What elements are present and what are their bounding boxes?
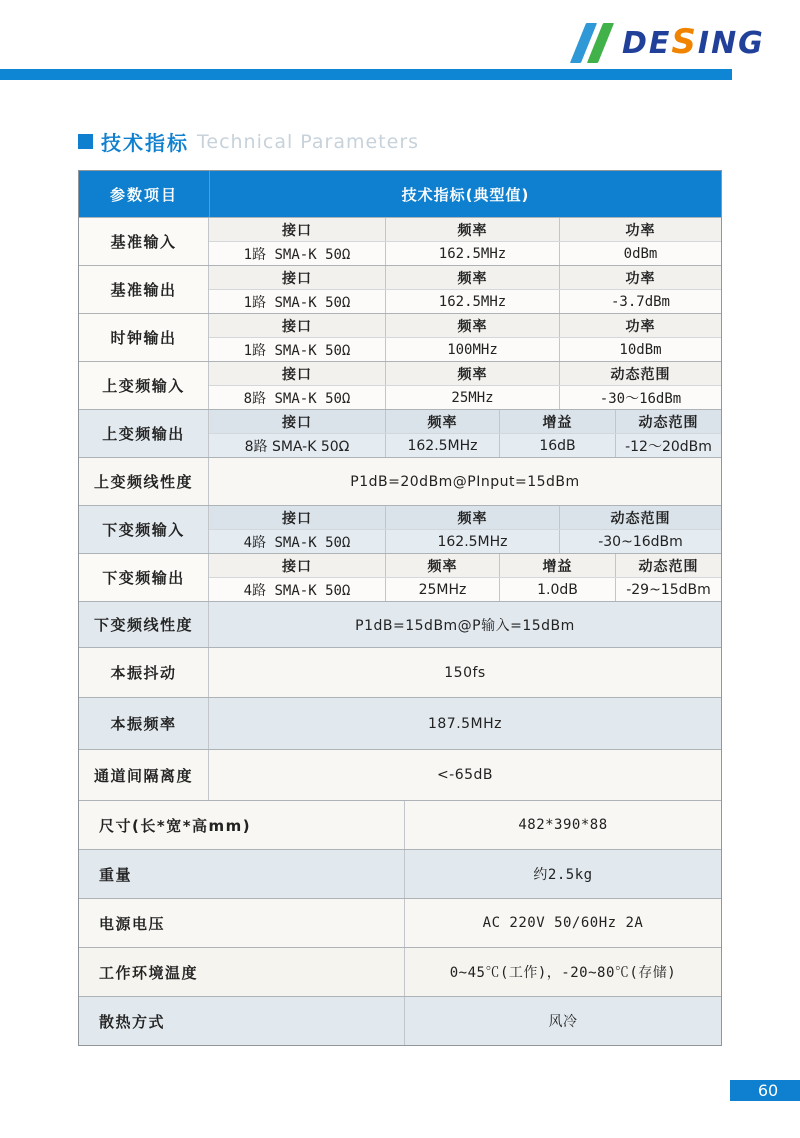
spec-value-cell: 8路 SMA-K 50Ω — [243, 390, 351, 407]
table-row — [79, 313, 721, 361]
spec-header-cell: 接口 — [282, 414, 312, 431]
param-cell: 本振抖动 — [79, 648, 209, 697]
spec-header-cell: 频率 — [385, 218, 559, 241]
header-rule-bar — [0, 69, 732, 80]
spec-value-row — [209, 241, 721, 265]
spec-value-cell: P1dB=20dBm@PInput=15dBm — [350, 473, 580, 490]
spec-value-cell: 8路 SMA-K 50Ω — [244, 438, 350, 455]
table-row — [79, 697, 721, 749]
param-cell: 电源电压 — [79, 899, 405, 947]
spec-value-cell: -30～16dBm — [559, 386, 721, 409]
spec-subheader-row — [209, 554, 721, 577]
spec-value-row — [209, 529, 721, 553]
spec-header-cell: 增益 — [499, 554, 615, 577]
spec-header-cell: 动态范围 — [559, 506, 721, 529]
spec-subheader-row — [209, 362, 721, 385]
spec-value-cell: 1.0dB — [499, 578, 615, 601]
spec-header-cell: 频率 — [385, 314, 559, 337]
param-cell: 下变频线性度 — [79, 602, 209, 647]
page-number-badge: 60 — [730, 1080, 800, 1101]
spec-value-row — [209, 337, 721, 361]
spec-value-cell: 16dB — [499, 434, 615, 457]
spec-header-cell: 频率 — [385, 362, 559, 385]
table-row — [79, 361, 721, 409]
spec-header-cell: 频率 — [385, 506, 559, 529]
spec-header-cell: 接口 — [282, 318, 312, 335]
spec-header-cell: 动态范围 — [615, 554, 721, 577]
spec-value-cell: -12～20dBm — [615, 434, 721, 457]
table-row — [79, 947, 721, 996]
spec-value-cell: 约2.5kg — [533, 867, 593, 883]
spec-value-cell: 162.5MHz — [385, 290, 559, 313]
param-cell: 通道间隔离度 — [79, 750, 209, 800]
spec-value-row — [209, 289, 721, 313]
spec-subheader-row — [209, 266, 721, 289]
spec-subheader-row — [209, 506, 721, 529]
brand-logo — [578, 22, 765, 64]
spec-header-cell: 频率 — [385, 266, 559, 289]
table-row — [79, 217, 721, 265]
spec-value-row — [209, 577, 721, 601]
param-cell: 时钟输出 — [79, 314, 209, 361]
param-cell: 上变频输出 — [79, 410, 209, 457]
spec-value-cell: 1路 SMA-K 50Ω — [243, 342, 351, 359]
spec-header-cell: 功率 — [559, 314, 721, 337]
spec-value-cell: 25MHz — [385, 578, 499, 601]
spec-header-cell: 接口 — [282, 366, 312, 383]
table-row — [79, 409, 721, 457]
param-cell: 上变频线性度 — [79, 458, 209, 505]
table-row — [79, 647, 721, 697]
spec-value-cell: 482*390*88 — [518, 817, 608, 833]
spec-value-cell: 187.5MHz — [427, 715, 503, 732]
spec-value-cell: -3.7dBm — [559, 290, 721, 313]
bullet-square-icon — [78, 134, 93, 149]
header-spec-cell: 技术指标(典型值) — [401, 185, 530, 204]
brand-name — [622, 22, 765, 64]
table-row — [79, 457, 721, 505]
param-cell: 下变频输出 — [79, 554, 209, 601]
spec-header-cell: 接口 — [282, 510, 312, 527]
param-cell: 重量 — [79, 850, 405, 898]
param-cell: 下变频输入 — [79, 506, 209, 553]
table-row — [79, 849, 721, 898]
spec-value-cell: 162.5MHz — [385, 530, 559, 553]
table-header-row — [79, 171, 721, 217]
spec-value-cell: -29~15dBm — [615, 578, 721, 601]
spec-value-cell: P1dB=15dBm@P输入=15dBm — [355, 617, 575, 634]
section-title-en: Technical Parameters — [197, 130, 420, 153]
spec-header-cell: 动态范围 — [559, 362, 721, 385]
spec-value-cell: <-65dB — [436, 767, 494, 783]
spec-value-cell: 150fs — [444, 664, 486, 681]
brand-s-glyph: S — [671, 22, 698, 62]
table-row — [79, 749, 721, 800]
spec-value-cell: 1路 SMA-K 50Ω — [243, 294, 351, 311]
spec-value-cell: 25MHz — [385, 386, 559, 409]
spec-header-cell: 增益 — [499, 410, 615, 433]
spec-value-cell: AC 220V 50/60Hz 2A — [482, 915, 644, 931]
section-title — [78, 127, 419, 156]
table-row — [79, 800, 721, 849]
spec-table — [78, 170, 722, 1046]
spec-value-row — [209, 433, 721, 457]
spec-value-cell: 0~45℃(工作)，-20~80℃(存储) — [449, 965, 677, 981]
spec-header-cell: 接口 — [282, 222, 312, 239]
table-row — [79, 553, 721, 601]
spec-header-cell: 频率 — [385, 410, 499, 433]
param-cell: 基准输出 — [79, 266, 209, 313]
spec-value-cell: 风冷 — [548, 1014, 578, 1030]
brand-prefix: DE — [622, 26, 672, 61]
spec-header-cell: 频率 — [385, 554, 499, 577]
table-row — [79, 601, 721, 647]
spec-value-cell: -30~16dBm — [559, 530, 721, 553]
spec-value-cell: 100MHz — [385, 338, 559, 361]
brand-suffix: ING — [697, 26, 765, 61]
spec-header-cell: 接口 — [282, 558, 312, 575]
spec-value-cell: 162.5MHz — [385, 242, 559, 265]
param-cell: 尺寸(长*宽*高mm) — [79, 801, 405, 849]
spec-value-cell: 4路 SMA-K 50Ω — [243, 582, 351, 599]
param-cell: 工作环境温度 — [79, 948, 405, 996]
spec-subheader-row — [209, 218, 721, 241]
param-cell: 本振频率 — [79, 698, 209, 749]
table-row — [79, 996, 721, 1045]
spec-header-cell: 功率 — [559, 266, 721, 289]
spec-value-row — [209, 385, 721, 409]
spec-value-cell: 4路 SMA-K 50Ω — [243, 534, 351, 551]
table-row — [79, 898, 721, 947]
spec-header-cell: 接口 — [282, 270, 312, 287]
spec-value-cell: 0dBm — [559, 242, 721, 265]
spec-header-cell: 功率 — [559, 218, 721, 241]
table-row — [79, 265, 721, 313]
param-cell: 散热方式 — [79, 997, 405, 1045]
spec-header-cell: 动态范围 — [615, 410, 721, 433]
spec-value-cell: 1路 SMA-K 50Ω — [243, 246, 351, 263]
param-cell: 基准输入 — [79, 218, 209, 265]
section-title-zh: 技术指标 — [101, 131, 189, 155]
param-cell: 上变频输入 — [79, 362, 209, 409]
header-param-cell: 参数项目 — [79, 171, 210, 217]
spec-value-cell: 162.5MHz — [385, 434, 499, 457]
spec-subheader-row — [209, 314, 721, 337]
spec-subheader-row — [209, 410, 721, 433]
spec-value-cell: 10dBm — [559, 338, 721, 361]
table-row — [79, 505, 721, 553]
